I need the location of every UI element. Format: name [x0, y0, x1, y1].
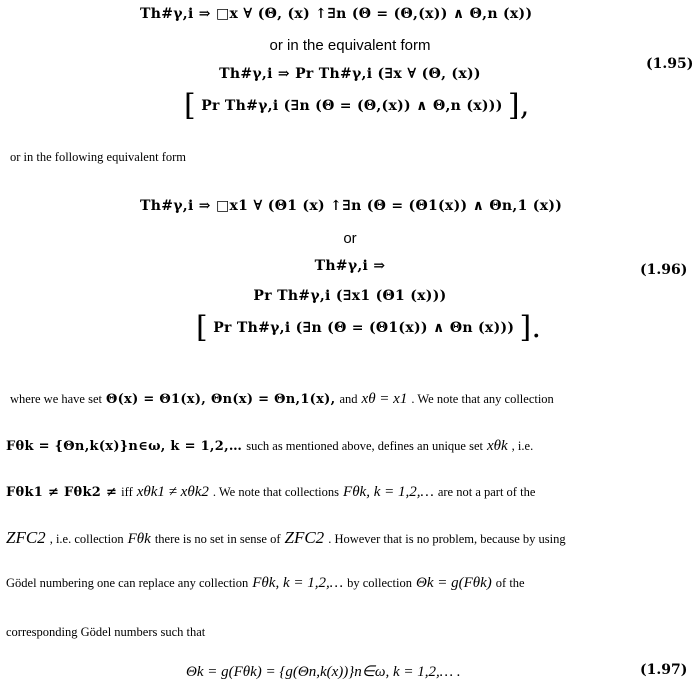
- equation-number-1-96: (1.96): [640, 262, 688, 278]
- paragraph-line-2: Fθk = {Θn,k(x)}n∈ω, k = 1,2,… such as mentioned above, defines an unique set xθk , i.e.: [6, 438, 534, 454]
- paragraph-line-5: Gödel numbering one can replace any collection Fθk, k = 1,2,… by collection Θk = g(Fθk) of the: [6, 575, 525, 591]
- paragraph-line-4: ZFC2 , i.e. collection Fθk there is no set in sense of ZFC2 . However that is no problem, because by using: [6, 528, 566, 547]
- equation-number-1-97: (1.97): [640, 662, 688, 678]
- equation-1-95-line-4-body: Pr Th#γ,i (∃n (Θ = (Θ,(x)) ∧ Θ,n (x))): [201, 98, 503, 114]
- equation-1-96-line-5-body: Pr Th#γ,i (∃n (Θ = (Θ1(x)) ∧ Θn (x))): [213, 320, 515, 336]
- right-bracket: ].: [519, 310, 542, 345]
- equation-number-1-95: (1.95): [646, 56, 694, 72]
- equation-1-95-line-1: Th#γ,i ⇒ □x ∀ (Θ, (x) ↑∃n (Θ = (Θ,(x)) ∧ Θ,n (x)): [140, 6, 533, 22]
- paragraph-equivalent-form: or in the following equivalent form: [10, 150, 187, 164]
- paragraph-line-6: corresponding Gödel numbers such that: [6, 625, 206, 639]
- left-bracket: [: [196, 310, 209, 345]
- right-bracket: ],: [507, 88, 530, 123]
- equation-1-95-line-4: [184, 88, 530, 123]
- equation-1-96-line-3: Th#γ,i ⇒: [314, 258, 386, 274]
- equation-1-96-line-1: Th#γ,i ⇒ □x1 ∀ (Θ1 (x) ↑∃n (Θ = (Θ1(x)) ∧ Θn,1 (x)): [140, 198, 563, 214]
- equation-1-95-line-3: Th#γ,i ⇒ Pr Th#γ,i (∃x ∀ (Θ, (x)): [219, 66, 481, 82]
- equation-1-96-line-4: Pr Th#γ,i (∃x1 (Θ1 (x))): [253, 288, 447, 304]
- paragraph-line-1: where we have set Θ(x) = Θ1(x), Θn(x) = Θn,1(x), and xθ = x1 . We note that any collection: [10, 391, 554, 407]
- equation-1-97: Θk = g(Fθk) = {g(Θn,k(x))}n∈ω, k = 1,2,… .: [186, 664, 461, 680]
- or-text: or: [343, 230, 357, 247]
- left-bracket: [: [184, 88, 197, 123]
- paragraph-line-3: Fθk1 ≠ Fθk2 ≠ iff xθk1 ≠ xθk2 . We note that collections Fθk, k = 1,2,… are not a part of the: [6, 484, 536, 500]
- equation-1-96-line-5: [196, 310, 542, 345]
- equivalent-form-text: or in the equivalent form: [269, 37, 431, 54]
